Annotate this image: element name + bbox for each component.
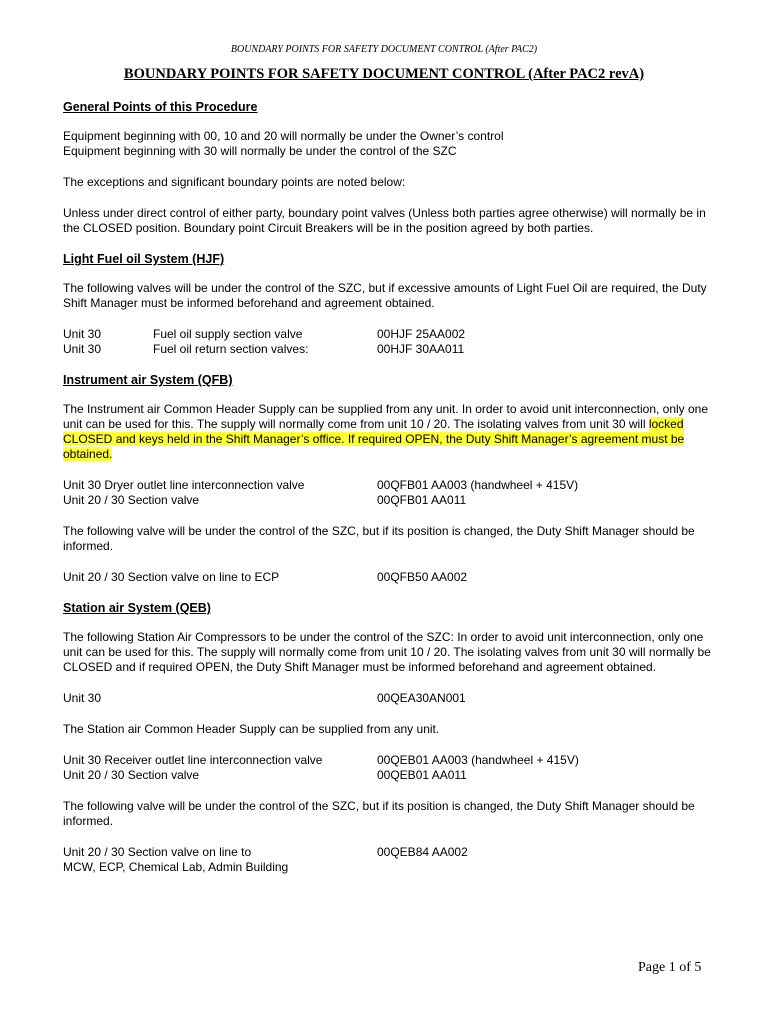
desc-line-2: MCW, ECP, Chemical Lab, Admin Building [63,860,289,874]
exceptions-text: The exceptions and significant boundary points are noted below: [63,175,406,189]
qfb-intro [63,402,713,462]
running-header: BOUNDARY POINTS FOR SAFETY DOCUMENT CONTROL (After PAC2) [230,44,538,55]
desc-cell: Unit 30 [63,691,102,705]
code-cell: 00QEA30AN001 [377,691,466,705]
general-line-2: Equipment beginning with 30 will normally be under the control of the SZC [63,144,457,158]
unless-text: Unless under direct control of either party, boundary point valves (Unless both parties agree otherwise) will normally be in the CLOSED position. Boundary point Circuit Breakers will be in the position agreed by both parties. [63,206,706,235]
code-cell: 00HJF 30AA011 [377,342,465,356]
unit-cell: Unit 30 [63,342,102,356]
desc-cell: Unit 20 / 30 Section valve on line to ECP [63,570,280,584]
desc-cell: Unit 30 Receiver outlet line interconnection valve [63,753,323,767]
desc-cell: Unit 30 Dryer outlet line interconnection valve [63,478,305,492]
document-body [63,100,713,875]
qeb-last-row [63,845,713,875]
qeb-row [63,753,713,768]
desc-cell: Unit 20 / 30 Section valve [63,768,200,782]
qeb-intro: The following Station Air Compressors to be under the control of the SZC: In order to avoid unit interconnection, only one unit can be used for this. The supply will normally come from unit 10 / 20. The isolating valves from unit 30 will normally be CLOSED and if required OPEN, the Duty Shift Manager must be informed beforehand and agreement obtained. [63,630,711,674]
page-number: Page 1 of 5 [638,960,702,975]
code-cell: 00QEB01 AA003 (handwheel + 415V) [377,753,579,767]
qfb-ecp-row [63,570,713,585]
qfb-note: The following valve will be under the control of the SZC, but if its position is changed, the Duty Shift Manager should be informed. [63,524,695,553]
qfb-intro-highlight-1: locked CLOSED [63,417,684,446]
code-cell: 00QFB01 AA011 [377,493,467,507]
hjf-row [63,327,713,342]
code-cell: 00QFB01 AA003 (handwheel + 415V) [377,478,579,492]
general-line-1: Equipment beginning with 00, 10 and 20 will normally be under the Owner’s control [63,129,504,143]
general-lines [63,129,713,159]
qeb-table [63,753,713,783]
code-cell: 00QEB84 AA002 [377,845,468,859]
code-cell: 00QFB50 AA002 [377,570,468,584]
desc-cell [63,845,377,875]
desc-line-1: Unit 20 / 30 Section valve on line to [63,845,252,859]
qfb-heading: Instrument air System (QFB) [63,373,233,387]
qeb-supply-text: The Station air Common Header Supply can be supplied from any unit. [63,722,440,736]
hjf-row [63,342,713,357]
qfb-row [63,493,713,508]
hjf-table [63,327,713,357]
unit-cell: Unit 30 [63,327,102,341]
qeb-note: The following valve will be under the control of the SZC, but if its position is changed, the Duty Shift Manager should be informed. [63,799,695,828]
hjf-heading: Light Fuel oil System (HJF) [63,252,225,266]
desc-cell: Fuel oil supply section valve [153,327,303,341]
qeb-heading: Station air System (QEB) [63,601,211,615]
qfb-intro-highlight-2: and keys held in the Shift Manager’s office. If required OPEN, the Duty Shift Manager’s agreement must be obtained. [63,432,685,461]
code-cell: 00HJF 25AA002 [377,327,466,341]
desc-cell: Fuel oil return section valves: [153,342,309,356]
qfb-table [63,478,713,508]
qfb-row [63,478,713,493]
desc-cell: Unit 20 / 30 Section valve [63,493,200,507]
qfb-intro-plain: The Instrument air Common Header Supply can be supplied from any unit. In order to avoid unit interconnection, only one unit can be used for this. The supply will normally come from unit 10 / 20. The isolating valves from unit 30 will [63,402,709,431]
hjf-intro: The following valves will be under the control of the SZC, but if excessive amounts of Light Fuel Oil are required, the Duty Shift Manager must be informed beforehand and agreement obtained. [63,281,707,310]
document-title: BOUNDARY POINTS FOR SAFETY DOCUMENT CONTROL (After PAC2 revA) [123,66,645,82]
general-heading: General Points of this Procedure [63,100,258,114]
code-cell: 00QEB01 AA011 [377,768,467,782]
qeb-row [63,768,713,783]
qeb-unit30-row [63,691,713,706]
